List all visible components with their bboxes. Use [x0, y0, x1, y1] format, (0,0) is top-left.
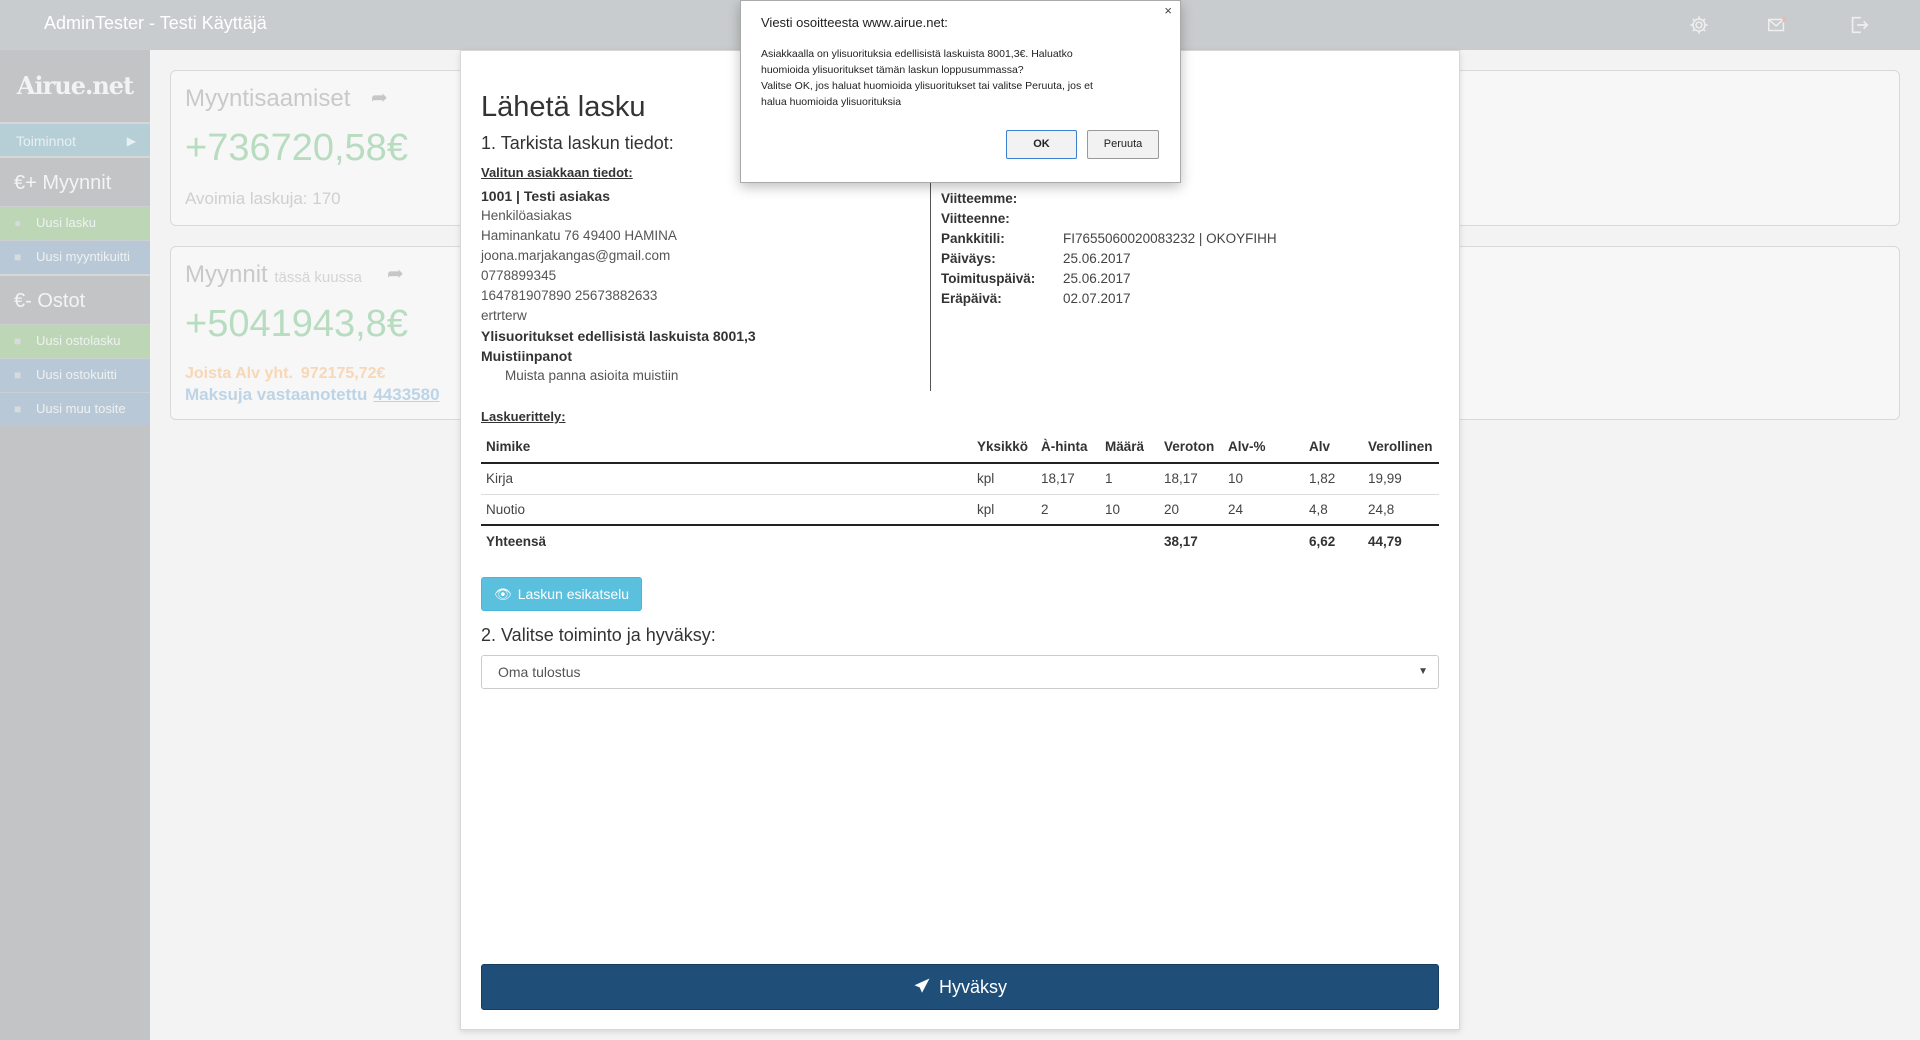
sidebar-item-uusi-lasku[interactable] [0, 206, 150, 240]
invoice-preview-label: Laskun esikatselu [517, 586, 630, 602]
approve-label: Hyväksy [938, 977, 1007, 997]
customer-address: Haminankatu 76 49400 HAMINA [481, 228, 677, 243]
step2-heading: 2. Valitse toiminto ja hyväksy: [481, 625, 716, 645]
sidebar [0, 50, 150, 1040]
logo[interactable]: Airue.net [16, 71, 134, 100]
detail-value: 25.06.2017 [1063, 251, 1131, 266]
cell [1100, 525, 1159, 556]
mail-icon[interactable] [1766, 14, 1788, 36]
sidebar-heading-myynnit[interactable]: €+ Myynnit [0, 156, 150, 206]
detail-row [941, 211, 1441, 231]
customer-id-name: 1001 | Testi asiakas [481, 188, 610, 204]
customer-type: Henkilöasiakas [481, 208, 572, 223]
sidebar-item-uusi-ostokuitti[interactable] [0, 358, 150, 392]
detail-row [941, 191, 1441, 211]
payments-label: Maksuja vastaanotettu [185, 385, 368, 404]
cell: 18,17 [1159, 463, 1223, 494]
cell: Kirja [481, 463, 972, 494]
dialog-message-line: halua huomioida ylisuorituksia [761, 96, 902, 108]
dialog-title: Viesti osoitteesta www.airue.net: [761, 15, 948, 30]
sidebar-item-label: Uusi lasku [36, 215, 96, 230]
col-alv-pct: Alv-% [1223, 431, 1304, 463]
detail-row [941, 251, 1441, 271]
card-title: Myyntisaamiset [185, 85, 351, 112]
detail-value: 02.07.2017 [1063, 291, 1131, 306]
sidebar-toiminnot-label: Toiminnot [16, 133, 76, 149]
close-icon[interactable]: × [1164, 3, 1172, 18]
card-subtitle: tässä kuussa [274, 269, 362, 286]
customer-heading: Valitun asiakkaan tiedot: [481, 165, 633, 180]
cell: 1 [1100, 463, 1159, 494]
cell: Yhteensä [481, 525, 972, 556]
card-value: +736720,58€ [185, 127, 408, 169]
detail-key: Viitteenne: [941, 211, 1010, 226]
table-row [481, 463, 1439, 494]
camera-icon: ■ [14, 334, 22, 348]
detail-row [941, 291, 1441, 311]
browser-confirm-dialog [740, 0, 1181, 183]
cell [972, 525, 1036, 556]
customer-overpayment: Ylisuoritukset edellisistä laskuista 8001,3 [481, 328, 756, 344]
sidebar-item-uusi-myyntikuitti[interactable] [0, 240, 150, 274]
modal-title: Lähetä lasku [481, 91, 646, 123]
sidebar-toiminnot[interactable] [0, 122, 150, 156]
invoice-details [941, 191, 1441, 311]
send-invoice-modal [460, 50, 1460, 1030]
cell: 10 [1100, 494, 1159, 525]
cell: 6,62 [1304, 525, 1363, 556]
col-nimike: Nimike [481, 431, 972, 463]
cell: 4,8 [1304, 494, 1363, 525]
share-icon[interactable]: ➦ [387, 263, 404, 285]
table-total-row [481, 525, 1439, 556]
eye-icon: 👁 [493, 586, 512, 602]
notes-label: Muistiinpanot [481, 348, 572, 364]
customer-phone: 0778899345 [481, 268, 557, 283]
col-verollinen: Verollinen [1363, 431, 1439, 463]
sidebar-item-uusi-ostolasku[interactable] [0, 324, 150, 358]
dialog-message [761, 46, 1161, 110]
chevron-right-icon: ▶ [126, 134, 136, 148]
cell: 19,99 [1363, 463, 1439, 494]
detail-value: FI7655060020083232 | OKOYFIHH [1063, 231, 1277, 246]
table-row [481, 494, 1439, 525]
invoice-preview-button[interactable] [481, 577, 642, 611]
dialog-ok-button[interactable]: OK [1006, 130, 1077, 159]
sidebar-item-label: Uusi muu tosite [36, 401, 126, 416]
piggy-bank-icon: ● [14, 216, 22, 230]
detail-key: Eräpäivä: [941, 291, 1002, 306]
payments-value-link[interactable]: 4433580 [373, 385, 440, 404]
customer-notes: Muista panna asioita muistiin [505, 368, 679, 383]
col-ahinta: À-hinta [1036, 431, 1100, 463]
sidebar-item-uusi-muu-tosite[interactable] [0, 392, 150, 426]
alv-summary [185, 365, 385, 383]
cell: 24 [1223, 494, 1304, 525]
alv-value: 972175,72€ [300, 365, 386, 382]
table-header-row [481, 431, 1439, 463]
card-value: +5041943,8€ [185, 303, 408, 345]
cell [1036, 525, 1100, 556]
cell: 44,79 [1363, 525, 1439, 556]
alv-label: Joista Alv yht. [185, 365, 293, 382]
logout-icon[interactable] [1848, 14, 1870, 36]
cell: 1,82 [1304, 463, 1363, 494]
customer-info [481, 165, 931, 388]
customer-misc: ertrterw [481, 308, 527, 323]
approve-button[interactable] [481, 964, 1439, 1010]
cell: 20 [1159, 494, 1223, 525]
sidebar-heading-ostot[interactable]: €- Ostot [0, 274, 150, 324]
sidebar-item-label: Uusi ostokuitti [36, 367, 117, 382]
card-title [185, 261, 362, 289]
cell [1223, 525, 1304, 556]
cell: Nuotio [481, 494, 972, 525]
dialog-message-line: Asiakkaalla on ylisuorituksia edellisistä laskuista 8001,3€. Haluatko [761, 48, 1073, 60]
detail-row [941, 271, 1441, 291]
col-yksikko: Yksikkö [972, 431, 1036, 463]
sidebar-item-label: Uusi ostolasku [36, 333, 121, 348]
detail-row [941, 231, 1441, 251]
customer-numbers: 164781907890 25673882633 [481, 288, 658, 303]
card-title-text: Myynnit [185, 261, 268, 288]
action-select-value: Oma tulostus [498, 664, 581, 680]
cell: kpl [972, 463, 1036, 494]
detail-key: Viitteemme: [941, 191, 1018, 206]
share-icon[interactable]: ➦ [371, 87, 388, 109]
col-maara: Määrä [1100, 431, 1159, 463]
col-alv: Alv [1304, 431, 1363, 463]
camera-icon: ■ [14, 250, 22, 264]
divider [930, 165, 931, 391]
sidebar-item-label: Uusi myyntikuitti [36, 249, 130, 264]
cell: 10 [1223, 463, 1304, 494]
itemization-heading: Laskuerittely: [481, 409, 566, 424]
invoice-items-table [481, 431, 1439, 556]
step1-heading: 1. Tarkista laskun tiedot: [481, 133, 674, 153]
cell: 2 [1036, 494, 1100, 525]
dialog-message-line: huomioida ylisuoritukset tämän laskun loppusummassa? [761, 64, 1024, 76]
customer-email: joona.marjakangas@gmail.com [481, 248, 671, 263]
detail-value: 25.06.2017 [1063, 271, 1131, 286]
payments-received [185, 385, 440, 405]
gear-icon[interactable] [1688, 14, 1710, 36]
detail-key: Pankkitili: [941, 231, 1005, 246]
col-veroton: Veroton [1159, 431, 1223, 463]
dialog-message-line: Valitse OK, jos haluat huomioida ylisuoritukset tai valitse Peruuta, jos et [761, 80, 1093, 92]
cell: 38,17 [1159, 525, 1223, 556]
dialog-cancel-button[interactable]: Peruuta [1087, 130, 1159, 159]
app-title: AdminTester - Testi Käyttäjä [44, 13, 267, 33]
detail-key: Toimituspäivä: [941, 271, 1036, 286]
caret-down-icon: ▼ [1418, 666, 1428, 677]
cell: kpl [972, 494, 1036, 525]
detail-key: Päiväys: [941, 251, 996, 266]
cell: 18,17 [1036, 463, 1100, 494]
camera-icon: ■ [14, 368, 22, 382]
send-icon [913, 977, 931, 995]
camera-icon: ■ [14, 402, 22, 416]
cell: 24,8 [1363, 494, 1439, 525]
card-meta: Avoimia laskuja: 170 [185, 189, 341, 208]
action-select[interactable] [481, 655, 1439, 689]
